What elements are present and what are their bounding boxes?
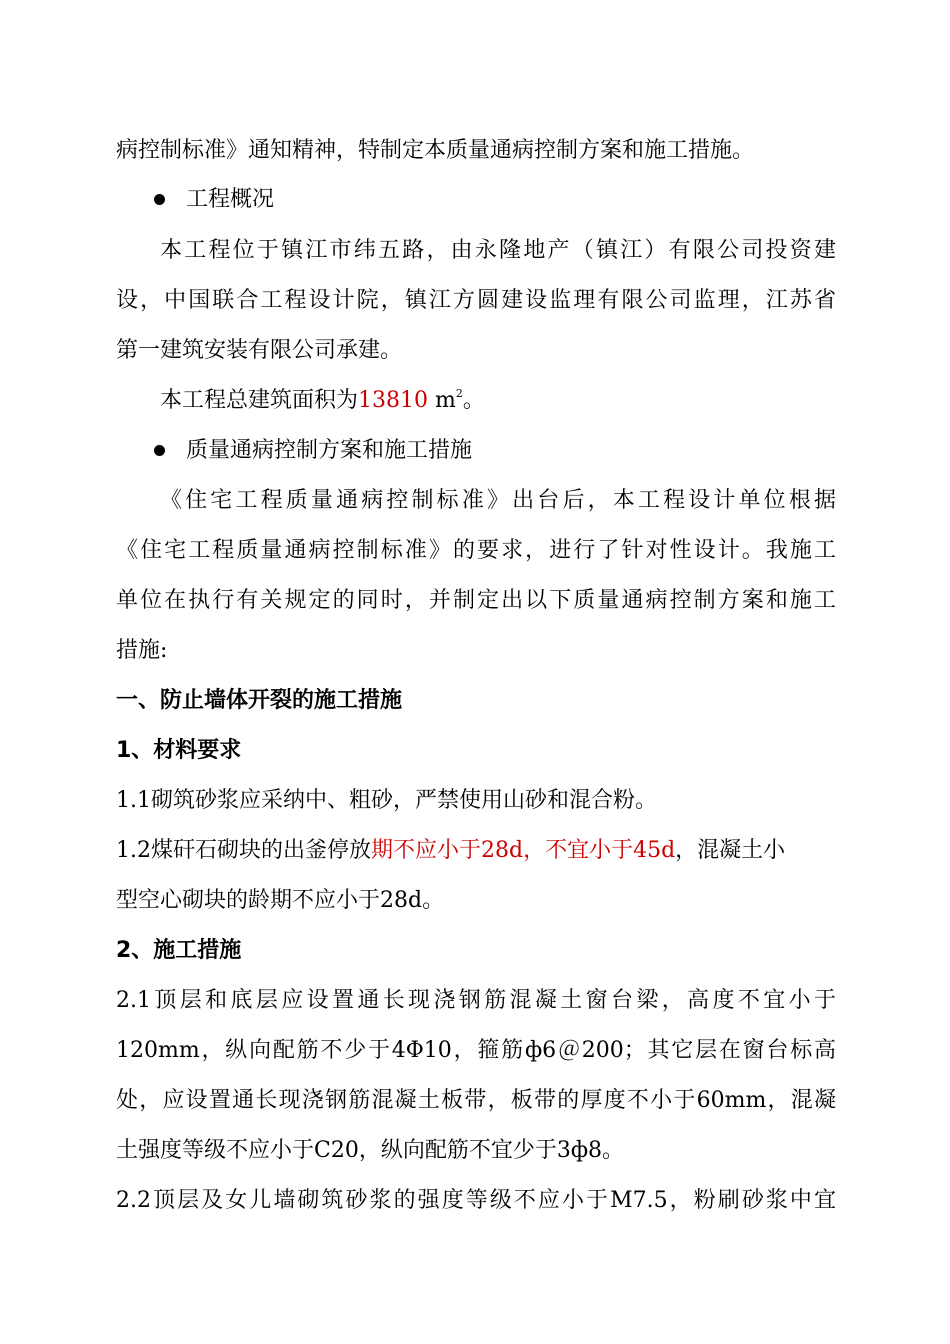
highlighted-text: 期不应小于28d，不宜小于45d <box>371 838 676 863</box>
paragraph-line: 120mm，纵向配筋不少于4Φ10，箍筋ф6＠200；其它层在窗台标高 <box>116 1038 836 1063</box>
heading-construction-measures: 2、施工措施 <box>116 938 242 963</box>
area-unit-exponent: 2 <box>455 387 463 400</box>
text-segment: ，混凝土小 <box>675 838 786 863</box>
bullet-icon <box>154 445 165 456</box>
paragraph-line: 2.1顶层和底层应设置通长现浇钢筋混凝土窗台梁，高度不宜小于 <box>116 988 836 1013</box>
paragraph-line: 本工程位于镇江市纬五路，由永隆地产（镇江）有限公司投资建 <box>160 238 836 263</box>
area-label: 本工程总建筑面积为 <box>160 388 359 413</box>
paragraph-line: 《住宅工程质量通病控制标准》出台后，本工程设计单位根据 <box>160 488 836 513</box>
paragraph-line <box>116 836 836 866</box>
area-end: 。 <box>462 388 485 413</box>
paragraph-line: 型空心砌块的龄期不应小于28d。 <box>116 888 445 913</box>
heading-material-requirements: 1、材料要求 <box>116 738 242 763</box>
paragraph-line: 《住宅工程质量通病控制标准》的要求，进行了针对性设计。我施工 <box>116 538 836 563</box>
heading-wall-cracking: 一、防止墙体开裂的施工措施 <box>116 688 403 713</box>
bullet-icon <box>154 194 165 205</box>
paragraph-line: 1.1砌筑砂浆应采纳中、粗砂，严禁使用山砂和混合粉。 <box>116 788 657 813</box>
paragraph-line: 单位在执行有关规定的同时，并制定出以下质量通病控制方案和施工 <box>116 588 836 613</box>
paragraph-line: 措施: <box>116 638 168 663</box>
paragraph-line: 2.2顶层及女儿墙砌筑砂浆的强度等级不应小于M7.5，粉刷砂浆中宜 <box>116 1188 836 1213</box>
paragraph-line: 处，应设置通长现浇钢筋混凝土板带，板带的厚度不小于60mm，混凝 <box>116 1088 836 1113</box>
paragraph-line: 第一建筑安装有限公司承建。 <box>116 338 403 363</box>
paragraph-line: 土强度等级不应小于C20，纵向配筋不宜少于3ф8。 <box>116 1138 625 1163</box>
paragraph-line: 病控制标准》通知精神，特制定本质量通病控制方案和施工措施。 <box>116 138 755 163</box>
section-heading-overview: 工程概况 <box>186 187 275 212</box>
area-value: 13810 <box>358 388 429 413</box>
text-segment: 1.2煤矸石砌块的出釜停放 <box>116 838 371 863</box>
area-unit: m <box>435 388 456 413</box>
paragraph-line: 设，中国联合工程设计院，镇江方圆建设监理有限公司监理，江苏省 <box>116 288 836 313</box>
section-heading-measures: 质量通病控制方案和施工措施 <box>186 438 473 463</box>
area-line <box>160 386 836 416</box>
